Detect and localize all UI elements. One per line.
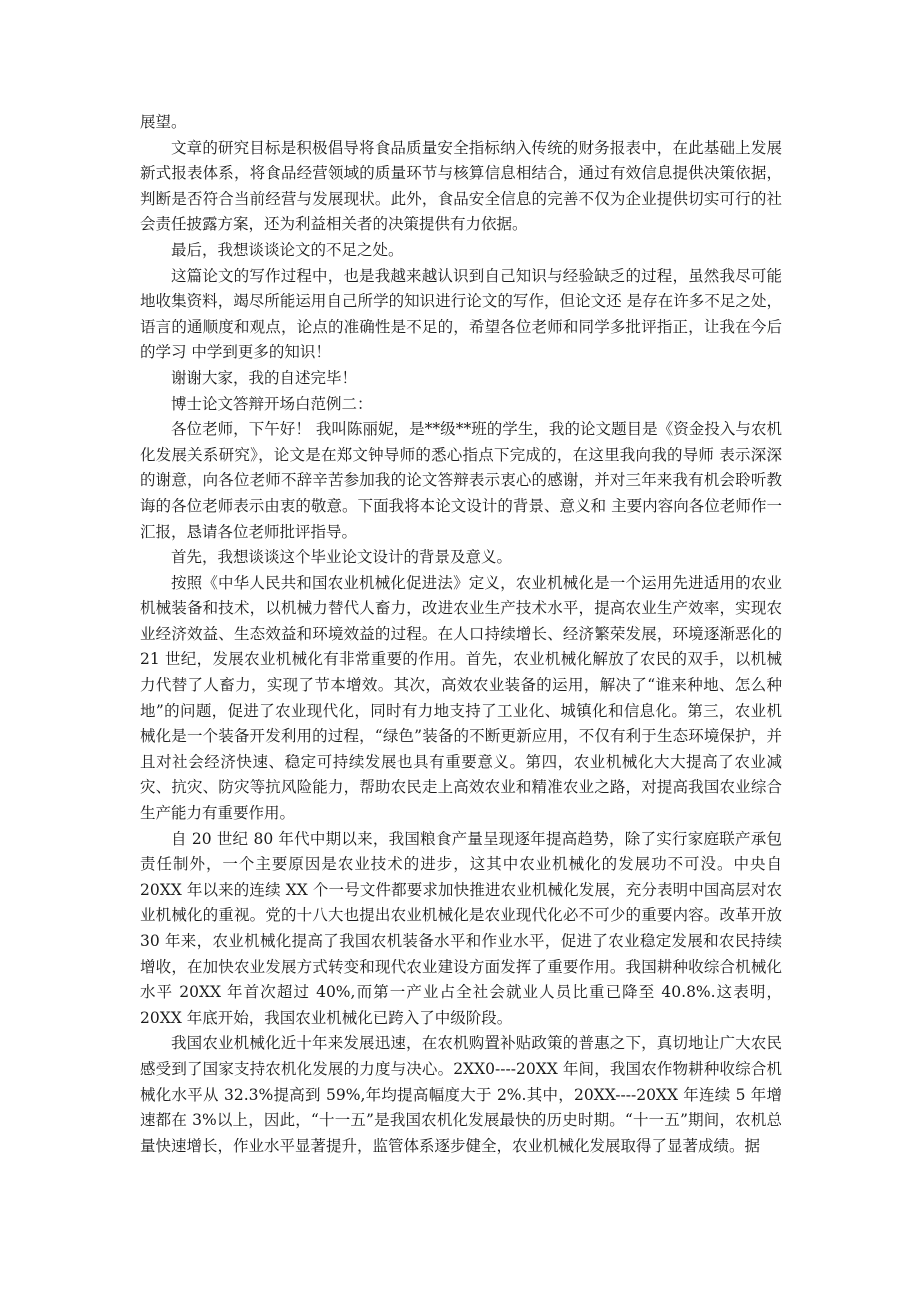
paragraph: 文章的研究目标是积极倡导将食品质量安全指标纳入传统的财务报表中，在此基础上发展新式报表体系，将食品经营领域的质量环节与核算信息相结合，通过有效信息提供决策依据，判断是否符合当前经营与发展现状。此外，食品安全信息的完善不仅为企业提供切实可行的社会责任披露方案，还为利益相关者的决策提供有力依据。 — [140, 138, 782, 234]
paragraph: 自 20 世纪 80 年代中期以来，我国粮食产量呈现逐年提高趋势，除了实行家庭联产承包责任制外，一个主要原因是农业技术的进步，这其中农业机械化的发展功不可没。中央自 20XX 年以来的连续 XX 个一号文件都要求加快推进农业机械化发展，充分表明中国高层对农业机械化的重视。党的十八大也提出农业机械化是农业现代化必不可少的重要内容。改革开放 30 年来，农业机械化提高了我国农机装备水平和作业水平，促进了农业稳定发展和农民持续增收，在加快农业发展方式转变和现代农业建设方面发挥了重要作用。我国耕种收综合机械化水平 20XX 年首次超过 40%,而第一产业占全社会就业人员比重已降至 40.8%.这表明，20XX 年底开始，我国农业机械化已跨入了中级阶段。 — [140, 829, 782, 1027]
paragraph: 展望。 — [140, 113, 187, 131]
document-body — [140, 110, 782, 1159]
section-heading: 博士论文答辩开场白范例二： — [171, 394, 373, 413]
paragraph: 谢谢大家，我的自述完毕！ — [171, 368, 358, 387]
paragraph: 各位老师，下午好！ 我叫陈丽妮，是**级**班的学生，我的论文题目是《资金投入与农机化发展关系研究》，论文是在郑文钟导师的悉心指点下完成的，在这里我向我的导师 表示深深的谢意，向各位老师不辞辛苦参加我的论文答辩表示衷心的感谢，并对三年来我有机会聆听教诲的各位老师表示由衷的敬意。下面我将本论文设计的背景、意义和 主要内容向各位老师作一汇报，恳请各位老师批评指导。 — [140, 420, 782, 541]
paragraph: 按照《中华人民共和国农业机械化促进法》定义，农业机械化是一个运用先进适用的农业机械装备和技术，以机械力替代人畜力，改进农业生产技术水平，提高农业生产效率，实现农业经济效益、生态效益和环境效益的过程。在人口持续增长、经济繁荣发展，环境逐渐恶化的 21 世纪，发展农业机械化有非常重要的作用。首先，农业机械化解放了农民的双手，以机械力代替了人畜力，实现了节本增效。其次，高效农业装备的运用，解决了“谁来种地、怎么种地”的问题，促进了农业现代化，同时有力地支持了工业化、城镇化和信息化。第三，农业机械化是一个装备开发利用的过程，“绿色”装备的不断更新应用，不仅有利于生态环境保护，并且对社会经济快速、稳定可持续发展也具有重要意义。第四，农业机械化大大提高了农业减灾、抗灾、防灾等抗风险能力，帮助农民走上高效农业和精准农业之路，对提高我国农业综合生产能力有重要作用。 — [140, 573, 782, 823]
paragraph: 我国农业机械化近十年来发展迅速，在农机购置补贴政策的普惠之下，真切地让广大农民感受到了国家支持农机化发展的力度与决心。2XX0----20XX 年间，我国农作物耕种收综合机械化水平从 32.3%提高到 59%,年均提高幅度大于 2%.其中，20XX----20XX 年连续 5 年增速都在 3%以上，因此，“十一五”是我国农机化发展最快的历史时期。“十一五”期间，农机总量快速增长，作业水平显著提升，监管体系逐步健全，农业机械化发展取得了显著成绩。据 — [140, 1034, 782, 1155]
paragraph: 这篇论文的写作过程中，也是我越来越认识到自己知识与经验缺乏的过程，虽然我尽可能地收集资料，竭尽所能运用自己所学的知识进行论文的写作，但论文还 是存在许多不足之处，语言的通顺度和观点，论点的准确性是不足的，希望各位老师和同学多批评指正，让我在今后的学习 中学到更多的知识！ — [140, 266, 782, 362]
paragraph: 首先，我想谈谈这个毕业论文设计的背景及意义。 — [171, 548, 513, 567]
paragraph: 最后，我想谈谈论文的不足之处。 — [171, 240, 404, 259]
